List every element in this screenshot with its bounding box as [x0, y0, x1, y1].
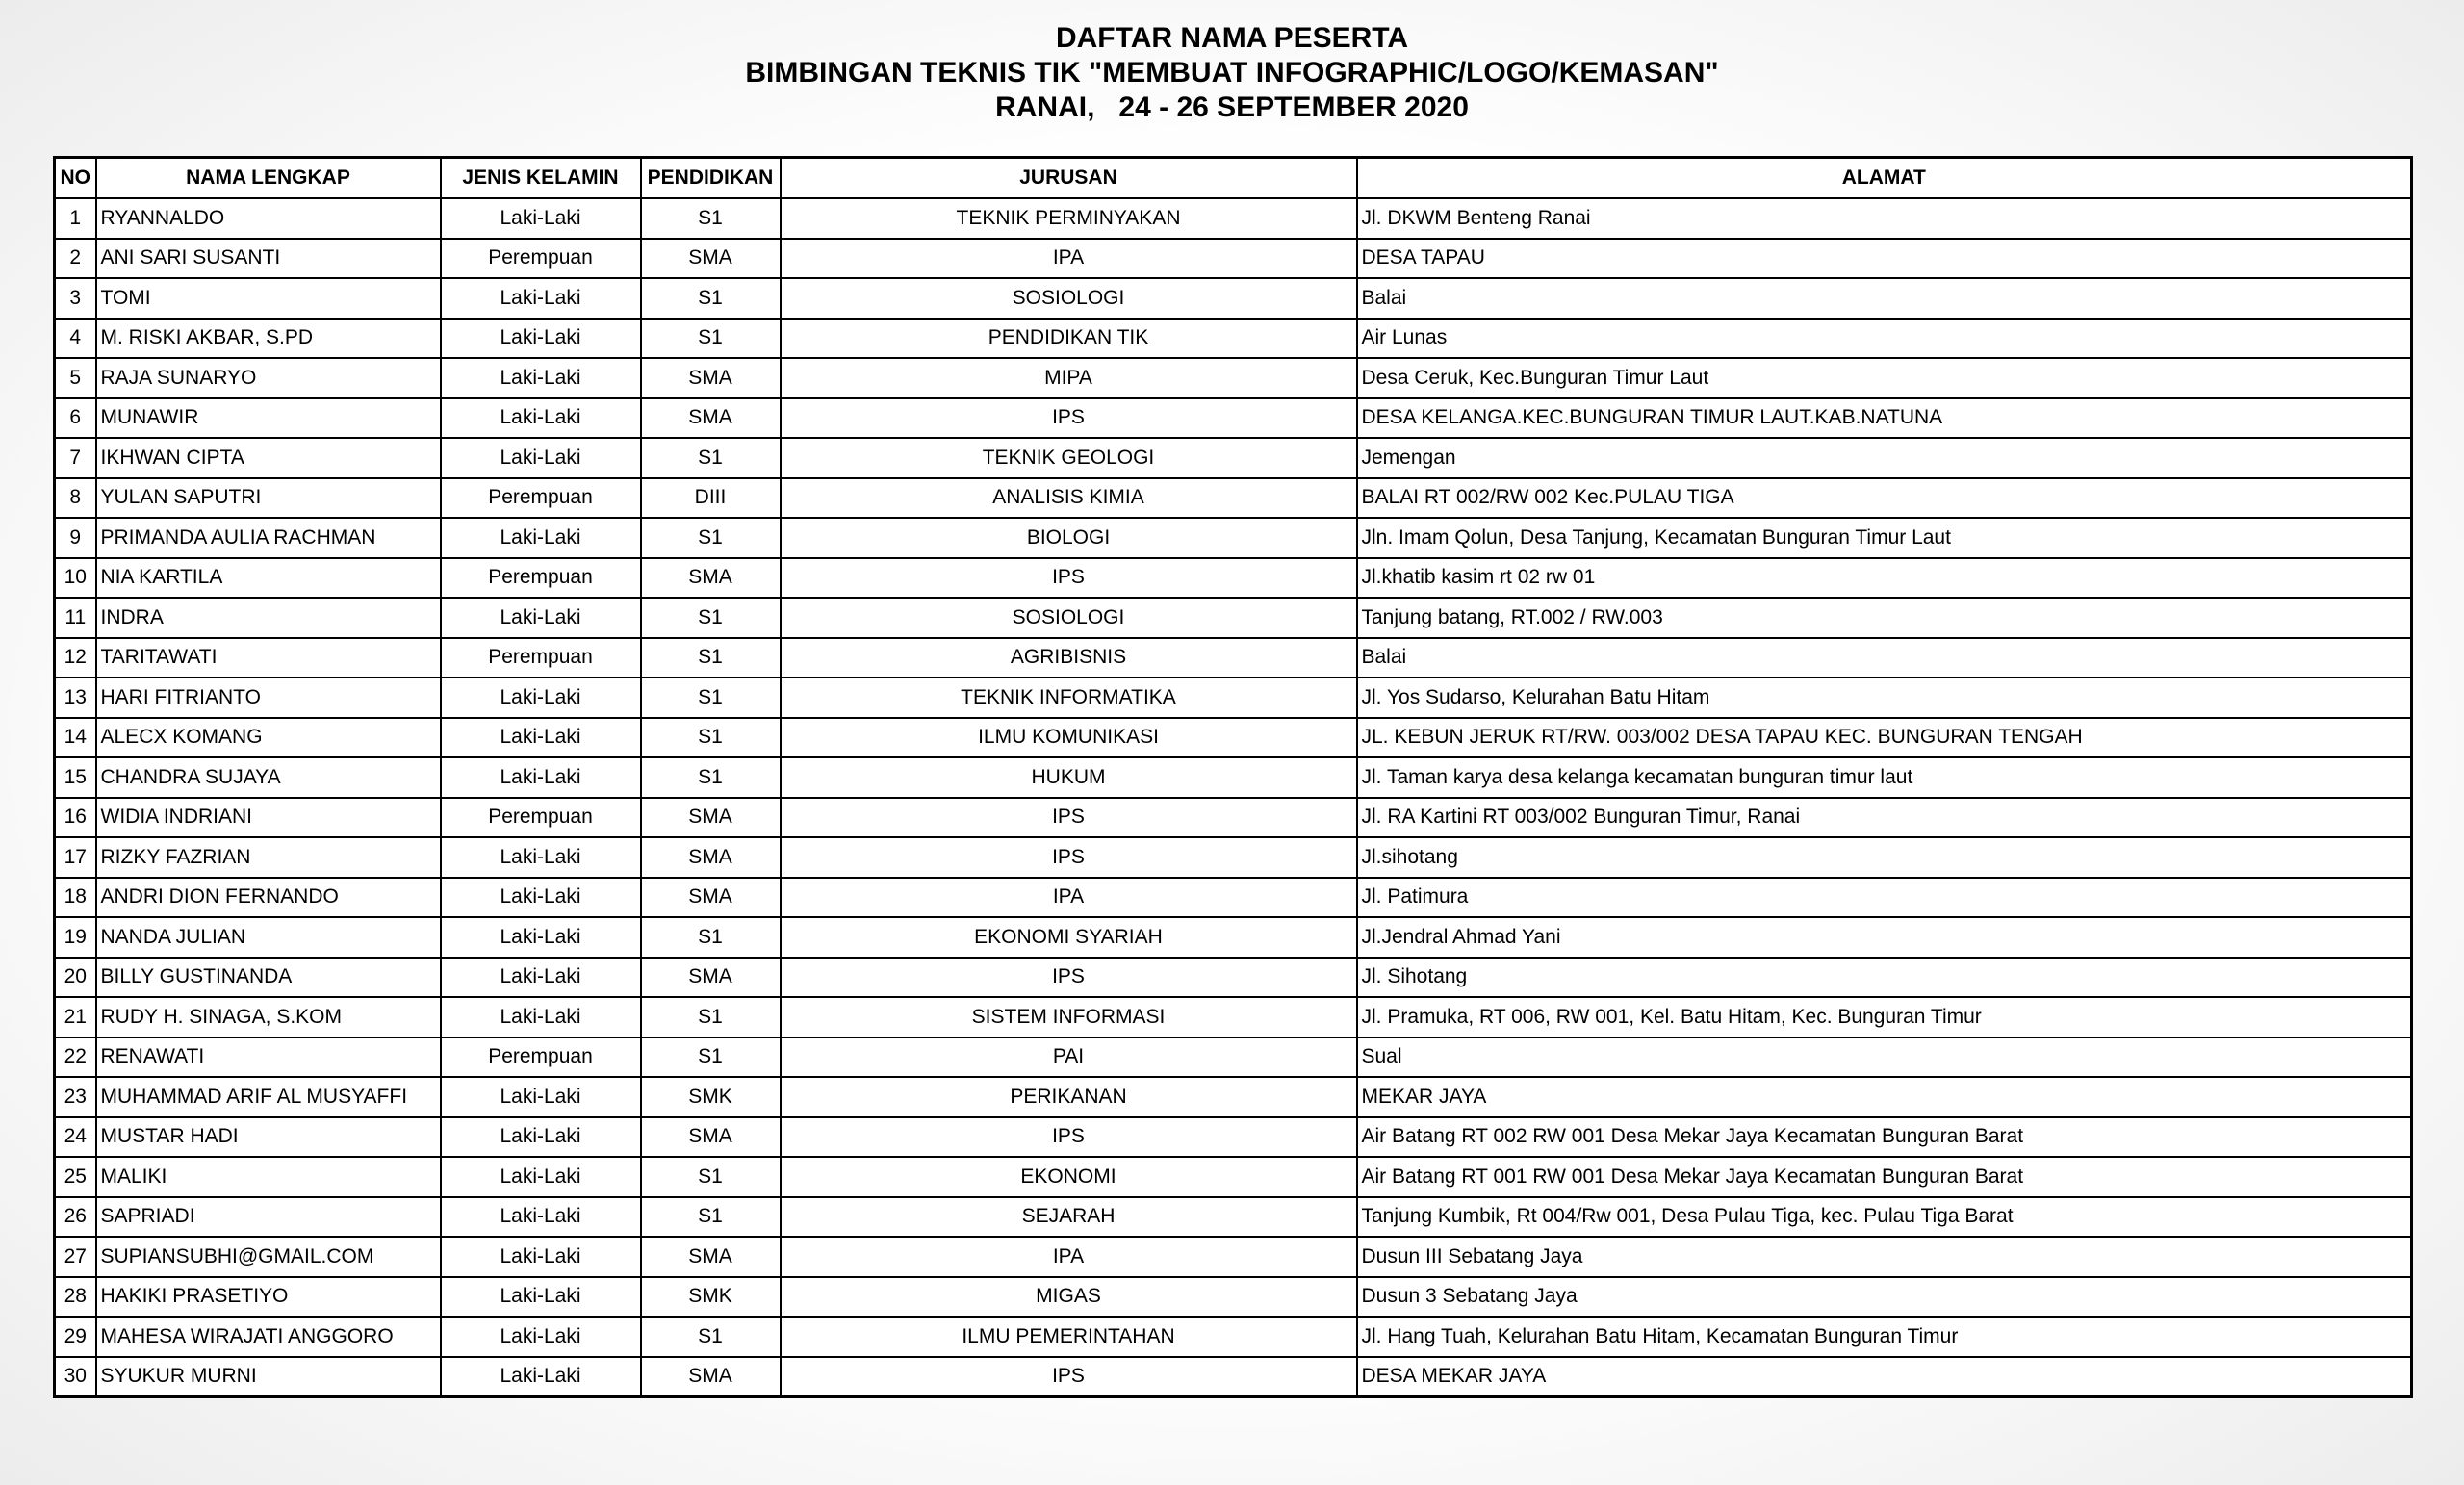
cell-alamat: Jl.sihotang — [1357, 837, 2412, 878]
cell-jenis-kelamin: Perempuan — [441, 239, 641, 279]
cell-alamat: DESA MEKAR JAYA — [1357, 1357, 2412, 1397]
cell-jurusan: PENDIDIKAN TIK — [781, 319, 1357, 359]
table-row — [55, 358, 2412, 398]
cell-jurusan: IPS — [781, 558, 1357, 599]
cell-nama-lengkap: RUDY H. SINAGA, S.KOM — [96, 997, 441, 1037]
table-row — [55, 1117, 2412, 1158]
cell-jenis-kelamin: Laki-Laki — [441, 917, 641, 958]
cell-jenis-kelamin: Laki-Laki — [441, 438, 641, 478]
cell-pendidikan: SMA — [641, 1357, 781, 1397]
cell-nama-lengkap: NIA KARTILA — [96, 558, 441, 599]
table-row — [55, 757, 2412, 798]
cell-jenis-kelamin: Laki-Laki — [441, 1077, 641, 1117]
cell-alamat: Jl.khatib kasim rt 02 rw 01 — [1357, 558, 2412, 599]
cell-alamat: BALAI RT 002/RW 002 Kec.PULAU TIGA — [1357, 478, 2412, 519]
cell-jenis-kelamin: Laki-Laki — [441, 1317, 641, 1357]
cell-no: 26 — [55, 1197, 96, 1238]
cell-jurusan: PERIKANAN — [781, 1077, 1357, 1117]
cell-no: 24 — [55, 1117, 96, 1158]
cell-jurusan: IPS — [781, 958, 1357, 998]
cell-nama-lengkap: HAKIKI PRASETIYO — [96, 1277, 441, 1318]
cell-alamat: Jln. Imam Qolun, Desa Tanjung, Kecamatan Bunguran Timur Laut — [1357, 518, 2412, 558]
table-row — [55, 798, 2412, 838]
cell-jurusan: TEKNIK PERMINYAKAN — [781, 198, 1357, 239]
table-row — [55, 1197, 2412, 1238]
cell-no: 17 — [55, 837, 96, 878]
table-row — [55, 958, 2412, 998]
cell-jenis-kelamin: Laki-Laki — [441, 1277, 641, 1318]
cell-nama-lengkap: SUPIANSUBHI@GMAIL.COM — [96, 1237, 441, 1277]
cell-jurusan: SOSIOLOGI — [781, 598, 1357, 638]
cell-nama-lengkap: TOMI — [96, 278, 441, 319]
title-line-2: BIMBINGAN TEKNIS TIK "MEMBUAT INFOGRAPHIC/LOGO/KEMASAN" — [745, 57, 1719, 89]
cell-jenis-kelamin: Laki-Laki — [441, 678, 641, 718]
cell-no: 15 — [55, 757, 96, 798]
cell-no: 28 — [55, 1277, 96, 1318]
cell-no: 7 — [55, 438, 96, 478]
cell-jurusan: EKONOMI SYARIAH — [781, 917, 1357, 958]
cell-no: 9 — [55, 518, 96, 558]
cell-alamat: Jl. Sihotang — [1357, 958, 2412, 998]
cell-jenis-kelamin: Laki-Laki — [441, 319, 641, 359]
header-jurusan: JURUSAN — [781, 158, 1357, 199]
cell-no: 30 — [55, 1357, 96, 1397]
participant-table-container — [53, 156, 2410, 1398]
header-jenis-kelamin: JENIS KELAMIN — [441, 158, 641, 199]
cell-pendidikan: S1 — [641, 678, 781, 718]
header-pendidikan: PENDIDIKAN — [641, 158, 781, 199]
cell-no: 16 — [55, 798, 96, 838]
cell-jenis-kelamin: Perempuan — [441, 1037, 641, 1078]
cell-jenis-kelamin: Laki-Laki — [441, 278, 641, 319]
table-row — [55, 598, 2412, 638]
cell-no: 8 — [55, 478, 96, 519]
table-row — [55, 198, 2412, 239]
cell-nama-lengkap: RAJA SUNARYO — [96, 358, 441, 398]
cell-nama-lengkap: ALECX KOMANG — [96, 718, 441, 758]
cell-jurusan: HUKUM — [781, 757, 1357, 798]
cell-nama-lengkap: BILLY GUSTINANDA — [96, 958, 441, 998]
cell-no: 12 — [55, 638, 96, 678]
cell-jurusan: TEKNIK INFORMATIKA — [781, 678, 1357, 718]
cell-pendidikan: S1 — [641, 518, 781, 558]
cell-pendidikan: DIII — [641, 478, 781, 519]
cell-no: 21 — [55, 997, 96, 1037]
cell-jurusan: EKONOMI — [781, 1157, 1357, 1197]
cell-jurusan: MIPA — [781, 358, 1357, 398]
cell-jurusan: SEJARAH — [781, 1197, 1357, 1238]
table-row — [55, 1157, 2412, 1197]
cell-no: 1 — [55, 198, 96, 239]
cell-nama-lengkap: SYUKUR MURNI — [96, 1357, 441, 1397]
cell-no: 4 — [55, 319, 96, 359]
cell-nama-lengkap: RENAWATI — [96, 1037, 441, 1078]
document-title — [0, 21, 2464, 125]
cell-jurusan: ANALISIS KIMIA — [781, 478, 1357, 519]
cell-alamat: Jl.Jendral Ahmad Yani — [1357, 917, 2412, 958]
table-row — [55, 678, 2412, 718]
cell-nama-lengkap: RYANNALDO — [96, 198, 441, 239]
cell-jurusan: IPS — [781, 1357, 1357, 1397]
header-nama-lengkap: NAMA LENGKAP — [96, 158, 441, 199]
cell-jurusan: SOSIOLOGI — [781, 278, 1357, 319]
cell-alamat: Balai — [1357, 278, 2412, 319]
table-row — [55, 878, 2412, 918]
cell-jurusan: PAI — [781, 1037, 1357, 1078]
header-alamat: ALAMAT — [1357, 158, 2412, 199]
table-row — [55, 638, 2412, 678]
cell-pendidikan: SMA — [641, 798, 781, 838]
cell-nama-lengkap: ANDRI DION FERNANDO — [96, 878, 441, 918]
cell-jurusan: TEKNIK GEOLOGI — [781, 438, 1357, 478]
cell-nama-lengkap: RIZKY FAZRIAN — [96, 837, 441, 878]
table-row — [55, 718, 2412, 758]
cell-jenis-kelamin: Laki-Laki — [441, 997, 641, 1037]
cell-alamat: Desa Ceruk, Kec.Bunguran Timur Laut — [1357, 358, 2412, 398]
cell-nama-lengkap: PRIMANDA AULIA RACHMAN — [96, 518, 441, 558]
cell-no: 2 — [55, 239, 96, 279]
cell-alamat: Air Batang RT 002 RW 001 Desa Mekar Jaya Kecamatan Bunguran Barat — [1357, 1117, 2412, 1158]
table-row — [55, 278, 2412, 319]
cell-no: 3 — [55, 278, 96, 319]
cell-pendidikan: S1 — [641, 438, 781, 478]
cell-no: 6 — [55, 398, 96, 439]
cell-jurusan: IPS — [781, 798, 1357, 838]
cell-alamat: Jl. Patimura — [1357, 878, 2412, 918]
cell-jenis-kelamin: Laki-Laki — [441, 398, 641, 439]
table-body — [55, 198, 2412, 1397]
cell-alamat: Tanjung batang, RT.002 / RW.003 — [1357, 598, 2412, 638]
participant-table — [53, 156, 2413, 1398]
cell-no: 29 — [55, 1317, 96, 1357]
cell-nama-lengkap: MUNAWIR — [96, 398, 441, 439]
cell-alamat: Jl. Yos Sudarso, Kelurahan Batu Hitam — [1357, 678, 2412, 718]
cell-pendidikan: SMA — [641, 878, 781, 918]
cell-jurusan: IPS — [781, 1117, 1357, 1158]
cell-nama-lengkap: INDRA — [96, 598, 441, 638]
cell-jurusan: MIGAS — [781, 1277, 1357, 1318]
table-row — [55, 518, 2412, 558]
title-line-3: RANAI, 24 - 26 SEPTEMBER 2020 — [995, 91, 1469, 123]
cell-jurusan: ILMU PEMERINTAHAN — [781, 1317, 1357, 1357]
cell-jurusan: AGRIBISNIS — [781, 638, 1357, 678]
cell-pendidikan: S1 — [641, 1317, 781, 1357]
table-row — [55, 478, 2412, 519]
table-header-row — [55, 158, 2412, 199]
cell-alamat: Tanjung Kumbik, Rt 004/Rw 001, Desa Pulau Tiga, kec. Pulau Tiga Barat — [1357, 1197, 2412, 1238]
cell-alamat: Dusun 3 Sebatang Jaya — [1357, 1277, 2412, 1318]
cell-jenis-kelamin: Laki-Laki — [441, 878, 641, 918]
table-row — [55, 398, 2412, 439]
cell-pendidikan: SMA — [641, 558, 781, 599]
cell-jurusan: IPA — [781, 878, 1357, 918]
cell-pendidikan: S1 — [641, 319, 781, 359]
cell-jenis-kelamin: Laki-Laki — [441, 958, 641, 998]
cell-alamat: Jl. Hang Tuah, Kelurahan Batu Hitam, Kecamatan Bunguran Timur — [1357, 1317, 2412, 1357]
cell-jenis-kelamin: Laki-Laki — [441, 1197, 641, 1238]
cell-pendidikan: SMA — [641, 958, 781, 998]
cell-no: 14 — [55, 718, 96, 758]
cell-jurusan: IPA — [781, 1237, 1357, 1277]
table-row — [55, 319, 2412, 359]
table-row — [55, 239, 2412, 279]
cell-jurusan: IPS — [781, 398, 1357, 439]
cell-jenis-kelamin: Laki-Laki — [441, 358, 641, 398]
cell-pendidikan: SMA — [641, 358, 781, 398]
cell-alamat: Jl. Taman karya desa kelanga kecamatan bunguran timur laut — [1357, 757, 2412, 798]
cell-jurusan: BIOLOGI — [781, 518, 1357, 558]
cell-jenis-kelamin: Perempuan — [441, 558, 641, 599]
table-row — [55, 438, 2412, 478]
cell-jurusan: ILMU KOMUNIKASI — [781, 718, 1357, 758]
cell-no: 19 — [55, 917, 96, 958]
cell-no: 18 — [55, 878, 96, 918]
cell-nama-lengkap: MUSTAR HADI — [96, 1117, 441, 1158]
cell-pendidikan: S1 — [641, 198, 781, 239]
cell-no: 25 — [55, 1157, 96, 1197]
cell-pendidikan: SMA — [641, 239, 781, 279]
cell-jenis-kelamin: Laki-Laki — [441, 198, 641, 239]
cell-jenis-kelamin: Laki-Laki — [441, 757, 641, 798]
cell-jenis-kelamin: Laki-Laki — [441, 598, 641, 638]
cell-nama-lengkap: MALIKI — [96, 1157, 441, 1197]
cell-alamat: Jl. DKWM Benteng Ranai — [1357, 198, 2412, 239]
cell-pendidikan: SMA — [641, 1117, 781, 1158]
table-row — [55, 917, 2412, 958]
cell-no: 11 — [55, 598, 96, 638]
cell-jenis-kelamin: Perempuan — [441, 638, 641, 678]
cell-alamat: DESA KELANGA.KEC.BUNGURAN TIMUR LAUT.KAB.NATUNA — [1357, 398, 2412, 439]
cell-alamat: Jl. RA Kartini RT 003/002 Bunguran Timur, Ranai — [1357, 798, 2412, 838]
cell-pendidikan: S1 — [641, 1197, 781, 1238]
cell-pendidikan: S1 — [641, 638, 781, 678]
cell-pendidikan: SMA — [641, 1237, 781, 1277]
table-row — [55, 1357, 2412, 1397]
cell-pendidikan: S1 — [641, 1157, 781, 1197]
cell-jenis-kelamin: Laki-Laki — [441, 518, 641, 558]
cell-alamat: Jl. Pramuka, RT 006, RW 001, Kel. Batu Hitam, Kec. Bunguran Timur — [1357, 997, 2412, 1037]
cell-pendidikan: S1 — [641, 718, 781, 758]
cell-alamat: Balai — [1357, 638, 2412, 678]
table-row — [55, 1317, 2412, 1357]
cell-pendidikan: SMA — [641, 837, 781, 878]
cell-jurusan: IPA — [781, 239, 1357, 279]
cell-alamat: Jemengan — [1357, 438, 2412, 478]
title-line-1: DAFTAR NAMA PESERTA — [1055, 22, 1409, 54]
header-no: NO — [55, 158, 96, 199]
cell-alamat: Dusun III Sebatang Jaya — [1357, 1237, 2412, 1277]
cell-pendidikan: S1 — [641, 598, 781, 638]
cell-nama-lengkap: WIDIA INDRIANI — [96, 798, 441, 838]
table-row — [55, 1237, 2412, 1277]
cell-nama-lengkap: CHANDRA SUJAYA — [96, 757, 441, 798]
table-row — [55, 997, 2412, 1037]
cell-pendidikan: SMK — [641, 1077, 781, 1117]
table-row — [55, 558, 2412, 599]
cell-pendidikan: S1 — [641, 757, 781, 798]
cell-nama-lengkap: SAPRIADI — [96, 1197, 441, 1238]
cell-alamat: JL. KEBUN JERUK RT/RW. 003/002 DESA TAPAU KEC. BUNGURAN TENGAH — [1357, 718, 2412, 758]
cell-jenis-kelamin: Laki-Laki — [441, 718, 641, 758]
cell-no: 20 — [55, 958, 96, 998]
cell-no: 22 — [55, 1037, 96, 1078]
cell-nama-lengkap: M. RISKI AKBAR, S.PD — [96, 319, 441, 359]
cell-no: 5 — [55, 358, 96, 398]
cell-jurusan: IPS — [781, 837, 1357, 878]
table-row — [55, 1277, 2412, 1318]
cell-no: 23 — [55, 1077, 96, 1117]
cell-no: 27 — [55, 1237, 96, 1277]
cell-nama-lengkap: NANDA JULIAN — [96, 917, 441, 958]
cell-alamat: Sual — [1357, 1037, 2412, 1078]
cell-pendidikan: S1 — [641, 997, 781, 1037]
cell-jenis-kelamin: Perempuan — [441, 478, 641, 519]
cell-nama-lengkap: IKHWAN CIPTA — [96, 438, 441, 478]
cell-jenis-kelamin: Perempuan — [441, 798, 641, 838]
cell-pendidikan: SMK — [641, 1277, 781, 1318]
cell-alamat: DESA TAPAU — [1357, 239, 2412, 279]
cell-jenis-kelamin: Laki-Laki — [441, 1237, 641, 1277]
cell-alamat: MEKAR JAYA — [1357, 1077, 2412, 1117]
cell-nama-lengkap: TARITAWATI — [96, 638, 441, 678]
cell-jurusan: SISTEM INFORMASI — [781, 997, 1357, 1037]
cell-jenis-kelamin: Laki-Laki — [441, 1117, 641, 1158]
cell-no: 13 — [55, 678, 96, 718]
table-row — [55, 1037, 2412, 1078]
table-row — [55, 1077, 2412, 1117]
table-row — [55, 837, 2412, 878]
cell-pendidikan: S1 — [641, 278, 781, 319]
cell-jenis-kelamin: Laki-Laki — [441, 1357, 641, 1397]
cell-nama-lengkap: MAHESA WIRAJATI ANGGORO — [96, 1317, 441, 1357]
cell-jenis-kelamin: Laki-Laki — [441, 837, 641, 878]
cell-pendidikan: S1 — [641, 1037, 781, 1078]
cell-nama-lengkap: YULAN SAPUTRI — [96, 478, 441, 519]
cell-nama-lengkap: MUHAMMAD ARIF AL MUSYAFFI — [96, 1077, 441, 1117]
cell-nama-lengkap: ANI SARI SUSANTI — [96, 239, 441, 279]
cell-alamat: Air Lunas — [1357, 319, 2412, 359]
cell-jenis-kelamin: Laki-Laki — [441, 1157, 641, 1197]
cell-pendidikan: S1 — [641, 917, 781, 958]
cell-pendidikan: SMA — [641, 398, 781, 439]
cell-no: 10 — [55, 558, 96, 599]
cell-nama-lengkap: HARI FITRIANTO — [96, 678, 441, 718]
cell-alamat: Air Batang RT 001 RW 001 Desa Mekar Jaya Kecamatan Bunguran Barat — [1357, 1157, 2412, 1197]
